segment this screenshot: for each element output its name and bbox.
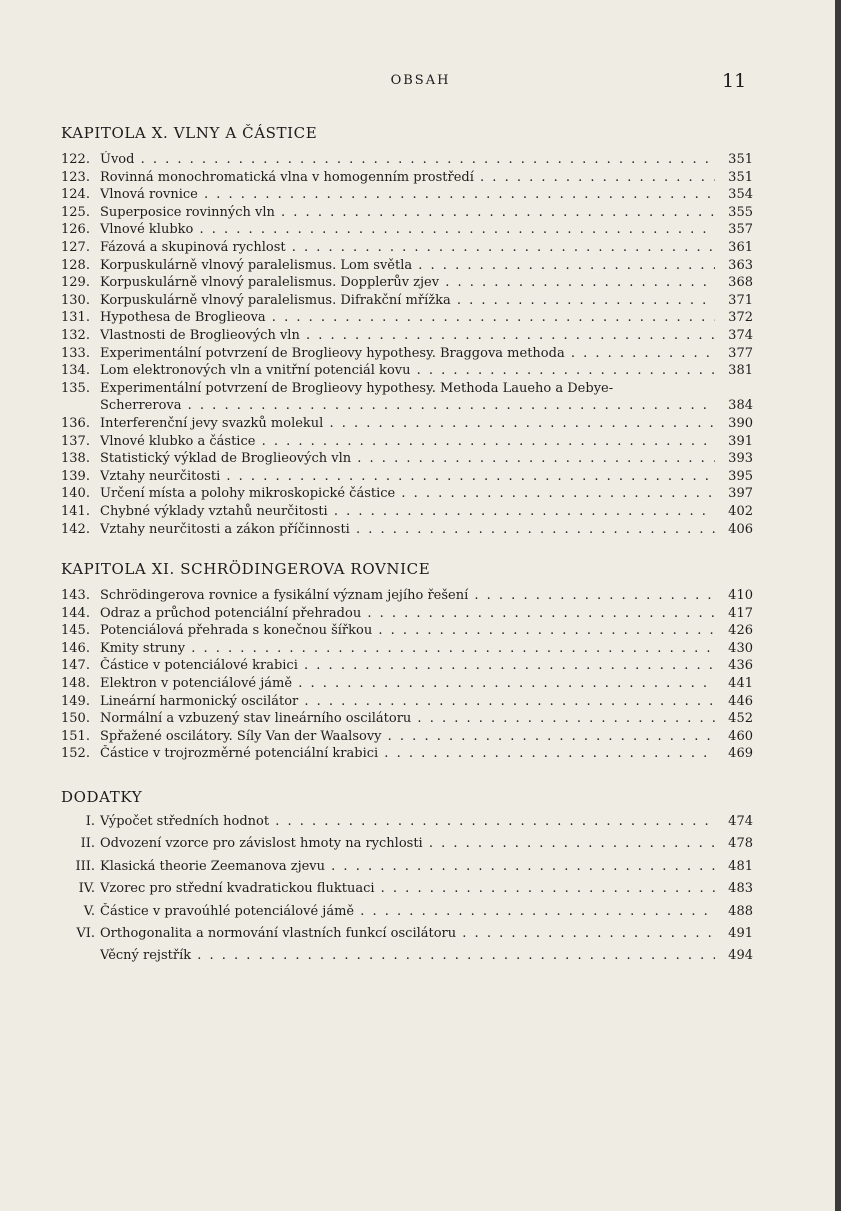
toc-entry-title: Chybné výklady vztahů neurčitosti . . .	[100, 503, 715, 521]
toc-entry-title: Rovinná monochromatická vlna v homogenním prostředí . . .	[100, 169, 715, 187]
toc-entry[interactable]	[61, 622, 753, 640]
toc-entry[interactable]	[61, 221, 753, 239]
toc-entry-number: 141.	[61, 504, 90, 519]
toc-entry-number: 126.	[61, 222, 90, 238]
toc-entry-page: 355	[728, 204, 753, 220]
toc-entry-number: 123.	[61, 169, 90, 185]
toc-entry-page: 377	[728, 345, 753, 361]
toc-entry-page: 417	[728, 605, 753, 621]
toc-entry-title: Vlastnosti de Broglieových vln . . .	[100, 327, 715, 345]
page-edge-shadow	[835, 0, 841, 1211]
toc-entry-number: 142.	[61, 521, 90, 537]
toc-entry-number: 150.	[61, 711, 90, 727]
toc-entry-title: Věcný rejstřík . . .	[100, 947, 715, 965]
toc-entry[interactable]	[61, 468, 753, 486]
toc-entry-title: Hypothesa de Broglieova . . .	[100, 309, 715, 327]
toc-entry-page: 368	[728, 275, 753, 291]
toc-entry[interactable]	[61, 675, 753, 693]
toc-entry-number: 152.	[61, 746, 90, 762]
toc-entry[interactable]	[61, 345, 753, 363]
toc-entry[interactable]	[61, 239, 753, 257]
toc-entry[interactable]	[61, 274, 753, 292]
toc-entry-title: Scherrerova . . .	[100, 397, 715, 415]
toc-entry-page: 391	[728, 433, 753, 449]
toc-entry-page: 361	[728, 240, 753, 255]
toc-entry-page: 397	[728, 486, 753, 502]
toc-entry[interactable]	[61, 728, 753, 746]
toc-entry-title: Vlnové klubko a částice . . .	[100, 433, 715, 451]
toc-entry-title: Výpočet středních hodnot . . .	[100, 813, 715, 831]
toc-entry-number: 122.	[61, 152, 90, 167]
toc-entry-title: Vlnová rovnice . . .	[100, 186, 715, 204]
toc-entry-title: Lineární harmonický oscilátor . . .	[100, 693, 715, 711]
toc-entry[interactable]	[61, 186, 753, 204]
toc-entry-number: 137.	[61, 433, 90, 449]
toc-entry-number: 129.	[61, 275, 90, 291]
toc-entry[interactable]	[61, 587, 753, 605]
toc-entry-page: 481	[728, 858, 753, 874]
toc-entry-page: 372	[728, 310, 753, 326]
toc-entry-number: 139.	[61, 468, 90, 484]
toc-entry[interactable]	[61, 745, 753, 763]
toc-entry[interactable]	[61, 433, 753, 451]
toc-entry-number: III.	[75, 858, 95, 874]
toc-entry-page: 436	[728, 658, 753, 674]
toc-entry-number: 149.	[61, 693, 90, 709]
toc-entry-title: Experimentální potvrzení de Broglieovy hypothesy. Methoda Laueho a Debye-	[100, 380, 614, 396]
toc-entry-title: Spřažené oscilátory. Síly Van der Waalsovy . . .	[100, 728, 715, 746]
toc-entry-page: 483	[728, 881, 753, 897]
toc-entry-number: 144.	[61, 605, 90, 621]
toc-entry-number: 135.	[61, 380, 90, 396]
toc-entry-number: 147.	[61, 658, 90, 674]
toc-entry[interactable]	[61, 605, 753, 623]
toc-entry-title: Statistický výklad de Broglieových vln . . .	[100, 450, 715, 468]
toc-entry[interactable]	[61, 327, 753, 345]
toc-entry-page: 354	[728, 187, 753, 203]
toc-entry[interactable]	[61, 835, 753, 853]
toc-entry-title: Potenciálová přehrada s konečnou šířkou . . .	[100, 622, 715, 640]
toc-entry-number: 130.	[61, 292, 90, 308]
toc-entry-title: Kmity struny . . .	[100, 640, 715, 658]
toc-entry-number: 124.	[61, 187, 90, 203]
toc-entry[interactable]	[61, 657, 753, 675]
toc-entry-title: Schrödingerova rovnice a fysikální význam jejího řešení . . .	[100, 587, 715, 605]
toc-entry-title: Normální a vzbuzený stav lineárního oscilátoru . . .	[100, 710, 715, 728]
toc-entry-page: 452	[728, 711, 753, 727]
toc-entry-title: Částice v trojrozměrné potenciální krabici . . .	[100, 745, 715, 763]
toc-entry-page: 491	[728, 926, 753, 941]
toc-entry[interactable]	[61, 813, 753, 831]
toc-entry[interactable]	[61, 521, 753, 539]
toc-entry-number: V.	[83, 903, 95, 919]
toc-entry-page: 390	[728, 416, 753, 431]
toc-entry-number: I.	[85, 814, 95, 829]
toc-entry[interactable]	[61, 450, 753, 468]
toc-entry-page: 441	[728, 676, 753, 691]
toc-entry-number: 146.	[61, 640, 90, 656]
page-header-title: OBSAH	[390, 73, 451, 88]
toc-entry-number: 125.	[61, 204, 90, 220]
toc-entry-title: Elektron v potenciálové jámě . . .	[100, 675, 715, 693]
toc-entry-page: 374	[728, 328, 753, 343]
toc-entry-title: Vlnové klubko . . .	[100, 221, 715, 239]
toc-entry-title: Odvození vzorce pro závislost hmoty na rychlosti . . .	[100, 835, 715, 853]
toc-entry-title: Orthogonalita a normování vlastních funkcí oscilátoru . . .	[100, 925, 715, 943]
toc-entry-page: 478	[728, 836, 753, 852]
toc-entry-number: 127.	[61, 240, 90, 255]
toc-entry-title: Vztahy neurčitosti a zákon příčinnosti . . .	[100, 521, 715, 539]
toc-entry[interactable]	[61, 858, 753, 876]
section-heading: DODATKY	[61, 788, 143, 806]
toc-entry-number: IV.	[78, 881, 95, 897]
toc-entry[interactable]	[61, 362, 753, 380]
toc-entry-title: Určení místa a polohy mikroskopické částice . . .	[100, 485, 715, 503]
toc-entry-number: 134.	[61, 363, 90, 379]
toc-entry[interactable]	[61, 169, 753, 187]
toc-entry-title: Fázová a skupinová rychlost . . .	[100, 239, 715, 257]
page-number: 11	[722, 70, 747, 92]
toc-entry-title: Korpuskulárně vlnový paralelismus. Dopplerův zjev . . .	[100, 274, 715, 292]
toc-entry[interactable]	[61, 903, 753, 921]
toc-entry-number: 131.	[61, 310, 90, 326]
toc-entry-title: Částice v pravoúhlé potenciálové jámě . . .	[100, 903, 715, 921]
toc-entry-number: 132.	[61, 328, 90, 343]
toc-entry[interactable]	[61, 710, 753, 728]
toc-entry-number: 145.	[61, 623, 90, 639]
toc-entry-page: 460	[728, 728, 753, 744]
toc-entry-continuation	[61, 397, 753, 415]
toc-entry-title: Úvod . . .	[100, 151, 715, 169]
toc-entry-number: VI.	[76, 926, 95, 941]
toc-entry-page: 402	[728, 504, 753, 519]
toc-entry[interactable]	[61, 925, 753, 943]
toc-entry[interactable]	[61, 151, 753, 169]
toc-entry-page: 351	[728, 152, 753, 167]
toc-entry-page: 406	[728, 521, 753, 537]
toc-entry-number: 138.	[61, 451, 90, 467]
toc-entry-number: 133.	[61, 345, 90, 361]
toc-entry-page: 395	[728, 468, 753, 484]
toc-entry-page: 494	[728, 948, 753, 964]
toc-entry[interactable]	[61, 880, 753, 898]
toc-entry-page: 469	[728, 746, 753, 762]
toc-entry-title: Korpuskulárně vlnový paralelismus. Lom světla . . .	[100, 257, 715, 275]
toc-entry-number: 128.	[61, 257, 90, 273]
toc-entry-title: Vzorec pro střední kvadratickou fluktuaci . . .	[100, 880, 715, 898]
toc-entry-title: Experimentální potvrzení de Broglieovy hypothesy. Braggova methoda . . .	[100, 345, 715, 363]
toc-entry-page: 426	[728, 623, 753, 639]
toc-entry-number: 148.	[61, 676, 90, 691]
toc-entry[interactable]	[61, 640, 753, 658]
toc-entry-title: Vztahy neurčitosti . . .	[100, 468, 715, 486]
toc-entry[interactable]	[61, 309, 753, 327]
section-heading: KAPITOLA XI. SCHRÖDINGEROVA ROVNICE	[61, 560, 431, 578]
toc-entry-title: Korpuskulárně vlnový paralelismus. Difrakční mřížka . . .	[100, 292, 715, 310]
toc-entry-title: Odraz a průchod potenciální přehradou . . .	[100, 605, 715, 623]
toc-entry[interactable]	[61, 257, 753, 275]
toc-entry-title: Interferenční jevy svazků molekul . . .	[100, 415, 715, 433]
toc-entry[interactable]	[61, 947, 753, 965]
toc-entry-page: 488	[728, 903, 753, 919]
toc-entry-number: II.	[80, 836, 95, 852]
section-heading: KAPITOLA X. VLNY A ČÁSTICE	[61, 124, 318, 142]
toc-entry-page: 393	[728, 451, 753, 467]
toc-entry[interactable]	[61, 693, 753, 711]
toc-entry-page: 446	[728, 693, 753, 709]
toc-entry[interactable]	[61, 380, 753, 398]
toc-entry-page: 410	[728, 588, 753, 603]
toc-entry-number: 140.	[61, 486, 90, 502]
toc-entry[interactable]	[61, 292, 753, 310]
toc-entry[interactable]	[61, 204, 753, 222]
toc-entry-number: 136.	[61, 416, 90, 431]
toc-entry[interactable]	[61, 485, 753, 503]
toc-entry[interactable]	[61, 503, 753, 521]
toc-entry-title: Částice v potenciálové krabici . . .	[100, 657, 715, 675]
toc-entry-page: 357	[728, 222, 753, 238]
toc-entry-page: 381	[728, 363, 753, 379]
toc-entry-page: 363	[728, 257, 753, 273]
toc-entry-page: 351	[728, 169, 753, 185]
toc-entry-page: 474	[728, 814, 753, 829]
toc-entry-title: Klasická theorie Zeemanova zjevu . . .	[100, 858, 715, 876]
toc-entry-number: 151.	[61, 728, 90, 744]
toc-entry-number: 143.	[61, 588, 90, 603]
toc-entry-page: 371	[728, 292, 753, 308]
toc-entry-page: 430	[728, 640, 753, 656]
toc-entry-page: 384	[728, 398, 753, 414]
toc-entry[interactable]	[61, 415, 753, 433]
toc-entry-title: Superposice rovinných vln . . .	[100, 204, 715, 222]
toc-entry-title: Lom elektronových vln a vnitřní potenciál kovu . . .	[100, 362, 715, 380]
